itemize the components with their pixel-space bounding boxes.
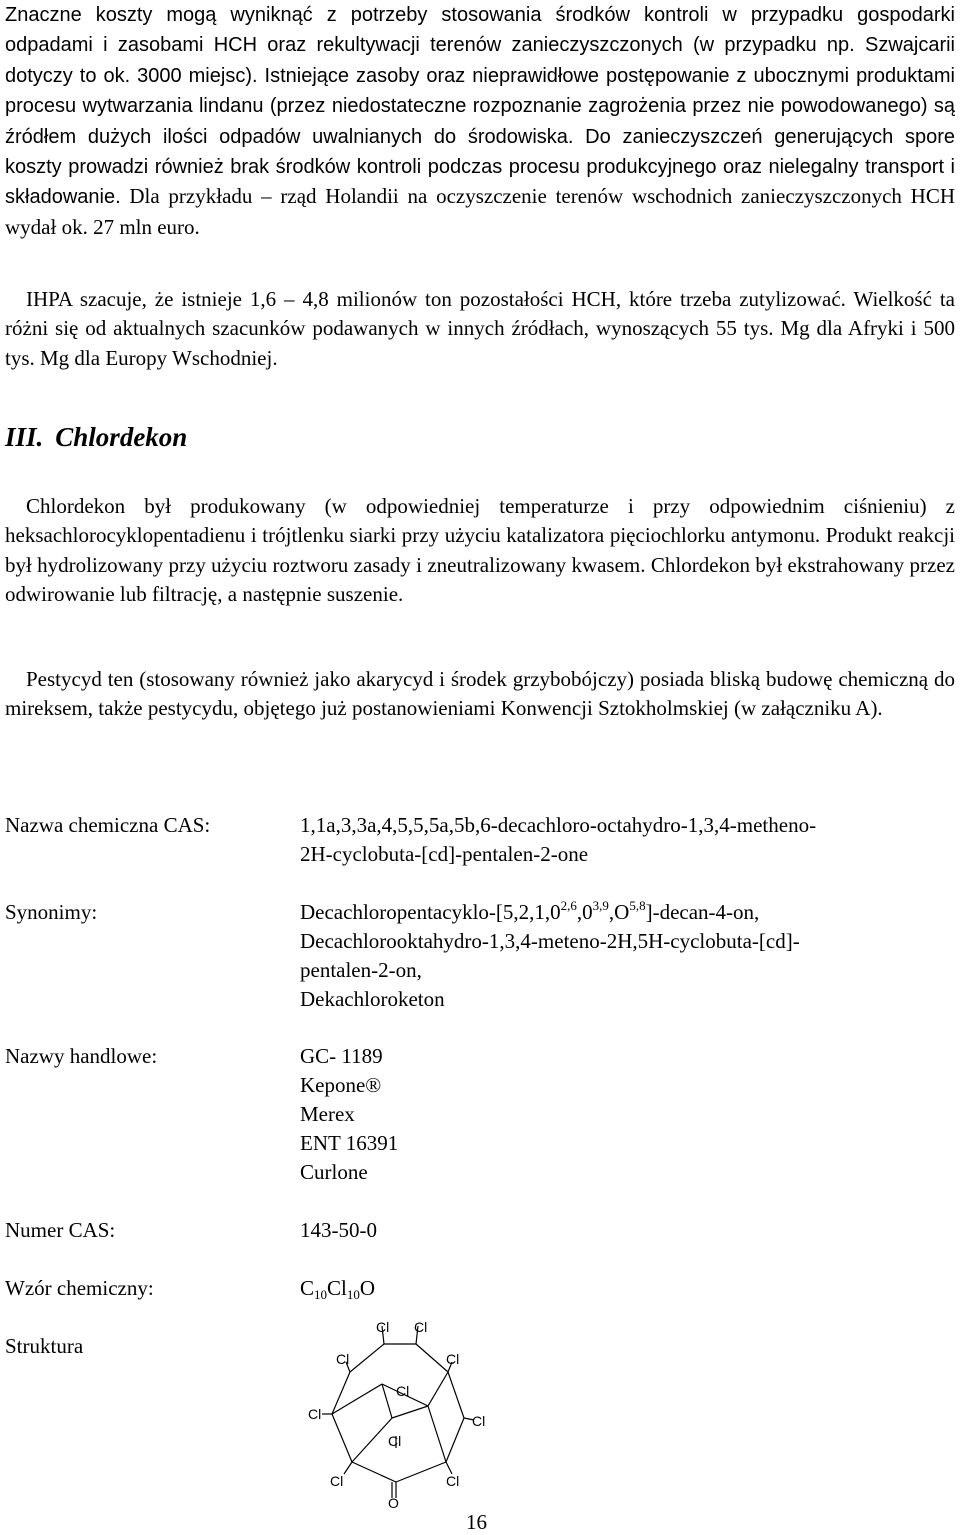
section-heading: [5, 422, 187, 453]
paragraph-hch-costs-part2: Dla przykładu – rząd Holandii na oczyszczenie terenów wschodnich zanieczyszczonych HCH wydał ok. 27 mln euro.: [5, 184, 955, 239]
formula-value: [300, 1274, 940, 1303]
formula-label: Wzór chemiczny:: [5, 1276, 154, 1300]
trade-names-label: Nazwy handlowe:: [5, 1044, 158, 1068]
synonym-superscript: 3,9: [592, 898, 609, 913]
trade-name-item: GC- 1189: [300, 1044, 383, 1068]
cas-number-value: 143-50-0: [300, 1218, 377, 1242]
paragraph-chlordecone-production-text: Chlordekon był produkowany (w odpowiedniej temperaturze i przy odpowiednim ciśnieniu) z heksachlorocyklopentadienu i trójtlenku siarki przy użyciu katalizatora pięciochlorku antymonu. Produkt reakcji był hydrolizowany przy użyciu roztworu zasady i zneutralizowany kwasem. Chlordekon był ekstrahowany przez odwirowanie lub filtrację, a następnie suszenie.: [5, 494, 955, 607]
synonym-text: ,0: [576, 900, 593, 924]
cl-atom-label: Cl: [472, 1413, 486, 1429]
formula-subscript: 10: [346, 1287, 360, 1302]
cl-atom-label: Cl: [330, 1473, 344, 1489]
chlordecone-structure-diagram: [300, 1318, 500, 1508]
cl-atom-label: Cl: [388, 1433, 402, 1449]
structure-label: Struktura: [5, 1334, 84, 1358]
cl-atom-label: Cl: [446, 1351, 460, 1367]
page-number: 16: [466, 1510, 487, 1534]
cl-atom-label: Cl: [446, 1473, 460, 1489]
section-number: III.: [5, 422, 44, 452]
synonym-item: pentalen-2-on,: [300, 958, 422, 982]
cl-atom-label: Cl: [414, 1319, 428, 1335]
trade-names-value: [300, 1042, 940, 1187]
trade-name-item: Merex: [300, 1102, 355, 1126]
synonyms-value: [300, 898, 940, 1014]
o-atom-label: O: [388, 1495, 399, 1508]
paragraph-hch-costs-part1: Znaczne koszty mogą wyniknąć z potrzeby stosowania środków kontroli w przypadku gospodarki odpadami i zasobami HCH oraz rekultywacji terenów zanieczyszczonych (w przypadku np. Szwajcarii dotyczy to ok. 3000 miejsc). Istniejące zasoby oraz nieprawidłowe postępowanie z ubocznymi produktami procesu wytwarzania lindanu (przez niedostateczne rozpoznanie zagrożenia przez nie powodowanego) są źródłem dużych ilości odpadów uwalnianych do środowiska. Do zanieczyszczeń generujących spore koszty prowadzi również brak środków kontroli podczas procesu produkcyjnego oraz nielegalny transport i składowanie.: [5, 4, 955, 209]
paragraph-hch-costs: [5, 0, 955, 242]
paragraph-ihpa-estimate: [5, 285, 955, 373]
paragraph-pesticide-structure: [5, 665, 955, 724]
cas-name-label: Nazwa chemiczna CAS:: [5, 813, 211, 837]
synonym-text: Decachloropentacyklo-[5,2,1,0: [300, 900, 561, 924]
synonym-item: Decachlorooktahydro-1,3,4-meteno-2H,5H-cyclobuta-[cd]-: [300, 929, 800, 953]
trade-name-item: ENT 16391: [300, 1131, 399, 1155]
structure-atom-labels: [308, 1319, 485, 1508]
cl-atom-label: Cl: [308, 1406, 322, 1422]
synonym-item: [300, 898, 940, 927]
trade-name-item: Curlone: [300, 1160, 368, 1184]
paragraph-pesticide-structure-text: Pestycyd ten (stosowany również jako akarycyd i środek grzybobójczy) posiada bliską budowę chemiczną do mireksem, także pestycydu, objętego już postanowieniami Konwencji Sztokholmskiej (w załączniku A).: [5, 667, 955, 721]
cl-atom-label: Cl: [376, 1319, 390, 1335]
synonym-item: Dekachloroketon: [300, 987, 445, 1011]
cas-name-line: 2H-cyclobuta-[cd]-pentalen-2-one: [300, 842, 589, 866]
trade-name-item: Kepone®: [300, 1073, 382, 1097]
formula-element: Cl: [327, 1276, 347, 1300]
paragraph-ihpa-estimate-text: IHPA szacuje, że istnieje 1,6 – 4,8 milionów ton pozostałości HCH, które trzeba zutylizować. Wielkość ta różni się od aktualnych szacunków podawanych w innych źródłach, wynoszących 55 tys. Mg dla Afryki i 500 tys. Mg dla Europy Wschodniej.: [5, 287, 955, 370]
formula-subscript: 10: [314, 1287, 328, 1302]
synonym-superscript: 2,6: [560, 898, 577, 913]
cl-atom-label: Cl: [396, 1383, 410, 1399]
formula-element: C: [300, 1276, 315, 1300]
cas-name-value: [300, 811, 940, 869]
synonyms-label: Synonimy:: [5, 900, 98, 924]
synonym-text: ,O: [608, 900, 630, 924]
synonym-text: ]-decan-4-on,: [645, 900, 760, 924]
section-title: Chlordekon: [55, 422, 188, 452]
cl-atom-label: Cl: [336, 1351, 350, 1367]
formula-element: O: [359, 1276, 376, 1300]
paragraph-chlordecone-production: [5, 492, 955, 610]
cas-number-label: Numer CAS:: [5, 1218, 116, 1242]
synonym-superscript: 5,8: [629, 898, 646, 913]
cas-name-line: 1,1a,3,3a,4,5,5,5a,5b,6-decachloro-octahydro-1,3,4-metheno-: [300, 813, 817, 837]
